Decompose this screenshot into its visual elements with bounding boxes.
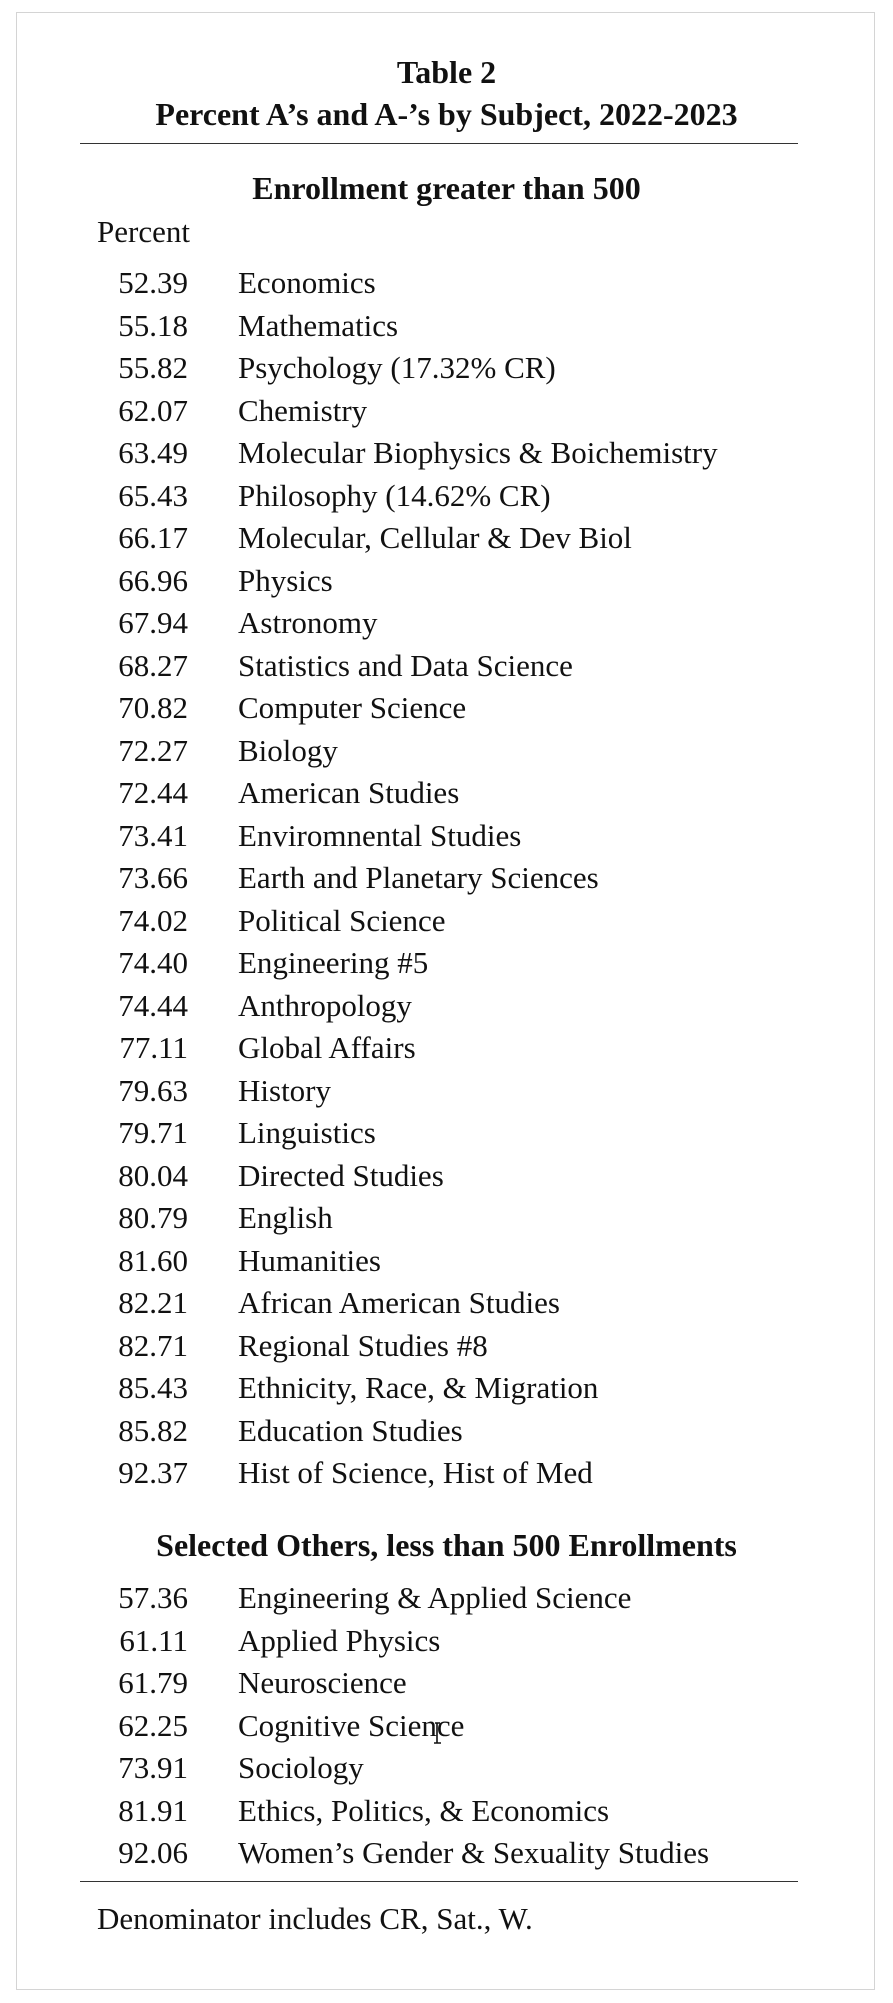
subject-name: Anthropology <box>238 987 412 1023</box>
subject-name: Psychology (17.32% CR) <box>238 350 556 385</box>
percent-value: 79.71 <box>118 1115 188 1150</box>
table-row <box>0 475 893 518</box>
subject-name: Biology <box>238 732 338 768</box>
table-row <box>0 262 893 305</box>
subject-name: Physics <box>238 562 333 598</box>
table-row <box>0 985 893 1028</box>
percent-value: 72.44 <box>118 775 188 810</box>
table-row <box>0 347 893 390</box>
percent-column-label: Percent <box>97 214 190 249</box>
percent-value: 82.21 <box>118 1285 188 1320</box>
percent-value: 77.11 <box>119 1030 188 1065</box>
percent-value: 52.39 <box>118 265 188 300</box>
table-row <box>0 1027 893 1070</box>
subject-name: History <box>238 1072 331 1108</box>
percent-value: 65.43 <box>118 477 188 513</box>
table-row <box>0 560 893 603</box>
percent-value: 73.66 <box>118 860 188 895</box>
table-row <box>0 1070 893 1113</box>
subject-name: Molecular, Cellular & Dev Biol <box>238 520 632 555</box>
subject-name: English <box>238 1200 333 1235</box>
percent-value: 61.11 <box>119 1622 188 1658</box>
percent-value: 68.27 <box>118 647 188 683</box>
percent-value: 85.82 <box>118 1412 188 1448</box>
table-row <box>0 772 893 815</box>
table-row <box>0 942 893 985</box>
table-row <box>0 390 893 433</box>
table-row <box>0 900 893 943</box>
percent-value: 81.60 <box>118 1242 188 1278</box>
percent-value: 55.82 <box>118 350 188 385</box>
subject-name: Linguistics <box>238 1115 376 1150</box>
subject-name: Statistics and Data Science <box>238 647 573 683</box>
subject-name: Engineering #5 <box>238 945 429 980</box>
section-heading-small-enrollment: Selected Others, less than 500 Enrollments <box>156 1527 737 1563</box>
subject-name: Astronomy <box>238 605 378 640</box>
percent-value: 70.82 <box>118 690 188 725</box>
table-row <box>0 1410 893 1453</box>
section-heading-large-enrollment: Enrollment greater than 500 <box>252 170 641 206</box>
table-row <box>0 1620 893 1663</box>
table-row <box>0 517 893 560</box>
table-row <box>0 687 893 730</box>
percent-value: 80.79 <box>118 1200 188 1235</box>
top-divider <box>80 143 798 144</box>
percent-value: 81.91 <box>118 1792 188 1828</box>
subject-name: Engineering & Applied Science <box>238 1580 632 1615</box>
subject-name: American Studies <box>238 775 460 810</box>
table-row <box>0 645 893 688</box>
subject-name: Women’s Gender & Sexuality Studies <box>238 1835 710 1870</box>
table-row <box>0 1112 893 1155</box>
percent-value: 66.17 <box>118 520 188 555</box>
subject-name: Education Studies <box>238 1412 463 1448</box>
table-row <box>0 602 893 645</box>
subject-name: Mathematics <box>238 307 399 343</box>
subject-name: Global Affairs <box>238 1030 416 1065</box>
table-row <box>0 1747 893 1790</box>
percent-value: 55.18 <box>118 307 188 343</box>
subject-name: Political Science <box>238 902 446 938</box>
subject-name: Molecular Biophysics & Boichemistry <box>238 435 718 470</box>
table-row <box>0 305 893 348</box>
percent-value: 66.96 <box>118 562 188 598</box>
text-cursor-icon <box>432 1722 446 1744</box>
table-row <box>0 432 893 475</box>
table-row <box>0 1790 893 1833</box>
table-row <box>0 1832 893 1875</box>
percent-value: 80.04 <box>118 1157 188 1193</box>
table-row <box>0 1240 893 1283</box>
percent-value: 82.71 <box>118 1327 188 1363</box>
percent-value: 73.91 <box>118 1750 188 1785</box>
subject-name: Regional Studies #8 <box>238 1327 488 1363</box>
subject-name: Chemistry <box>238 392 368 428</box>
percent-value: 73.41 <box>118 817 188 853</box>
table-row <box>0 1155 893 1198</box>
subject-name: Ethnicity, Race, & Migration <box>238 1370 599 1405</box>
percent-value: 72.27 <box>118 732 188 768</box>
percent-value: 67.94 <box>118 605 188 640</box>
table-row <box>0 1197 893 1240</box>
percent-value: 74.02 <box>118 902 188 938</box>
percent-value: 61.79 <box>118 1665 188 1700</box>
table-row <box>0 1577 893 1620</box>
percent-value: 57.36 <box>118 1580 188 1615</box>
table-row <box>0 1452 893 1495</box>
subject-name: Economics <box>238 265 376 300</box>
subject-name: Directed Studies <box>238 1157 444 1193</box>
table-row <box>0 1705 893 1748</box>
subject-name: Hist of Science, Hist of Med <box>238 1455 593 1490</box>
subject-name: Computer Science <box>238 690 467 725</box>
table-row <box>0 1325 893 1368</box>
bottom-divider <box>80 1881 798 1882</box>
percent-value: 92.37 <box>118 1455 188 1490</box>
table-row <box>0 1282 893 1325</box>
subject-name: Humanities <box>238 1242 381 1278</box>
percent-value: 74.44 <box>118 987 188 1023</box>
table-subtitle: Percent A’s and A-’s by Subject, 2022-2023 <box>155 96 738 132</box>
subject-name: Ethics, Politics, & Economics <box>238 1792 610 1828</box>
table-title: Table 2 <box>396 54 497 90</box>
table-row <box>0 815 893 858</box>
table-row <box>0 730 893 773</box>
table-row <box>0 1662 893 1705</box>
percent-value: 85.43 <box>118 1370 188 1405</box>
table-row <box>0 1367 893 1410</box>
subject-name: Applied Physics <box>238 1622 441 1658</box>
subject-name: Cognitive Science <box>238 1707 465 1743</box>
subject-name: Earth and Planetary Sciences <box>238 860 599 895</box>
percent-value: 92.06 <box>118 1835 188 1870</box>
percent-value: 79.63 <box>118 1072 188 1108</box>
small-enrollment-list <box>0 1577 893 1875</box>
percent-value: 74.40 <box>118 945 188 980</box>
footnote: Denominator includes CR, Sat., W. <box>97 1901 533 1936</box>
subject-name: Philosophy (14.62% CR) <box>238 477 551 513</box>
subject-name: Neuroscience <box>238 1665 407 1700</box>
percent-value: 62.25 <box>118 1707 188 1743</box>
percent-value: 63.49 <box>118 435 188 470</box>
table-row <box>0 857 893 900</box>
subject-name: Sociology <box>238 1750 364 1785</box>
percent-value: 62.07 <box>118 392 188 428</box>
subject-name: African American Studies <box>238 1285 560 1320</box>
subject-name: Enviromnental Studies <box>238 817 522 853</box>
large-enrollment-list <box>0 262 893 1495</box>
